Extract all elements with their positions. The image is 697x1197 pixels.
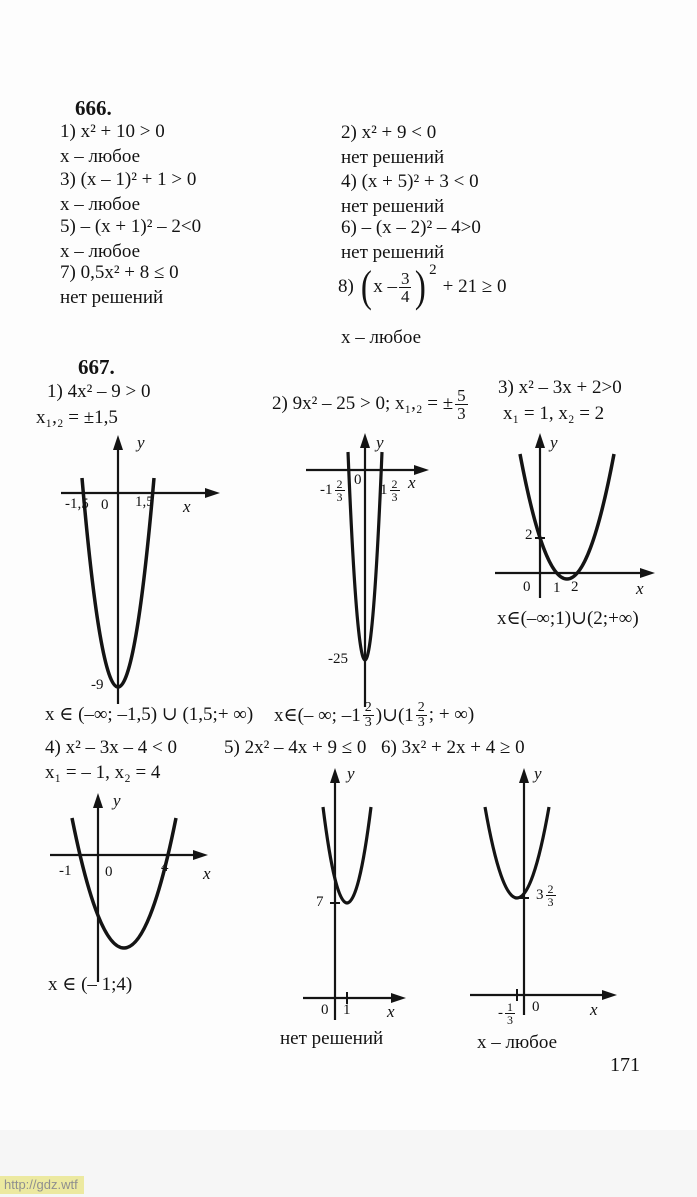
parabola-curve (323, 807, 371, 903)
fraction-3-4: $\frac{3}{4}$ (400, 268, 410, 306)
expr-666-8-power: 2 (429, 261, 437, 278)
vertex-label-neg9: -9 (91, 677, 104, 693)
tick-zero: 0 (105, 864, 113, 880)
tick-neg-1-5: -1,5 (65, 496, 89, 512)
tick-zero: 0 (321, 1002, 329, 1018)
tick-neg-1-3: - $\frac{1}{3}$ (498, 1000, 513, 1027)
roots-667-4: x₁ = – 1, x₂ = 4 (45, 762, 161, 783)
expr-666-6: 6) – (x – 2)² – 4>0 (341, 217, 481, 238)
tick-one: 1 (553, 580, 561, 596)
expr-667-3: 3) x² – 3x + 2>0 (498, 377, 622, 398)
ans-666-4: нет решений (341, 196, 445, 217)
axis-label-x: x (408, 473, 416, 492)
tick-four: 4 (161, 859, 169, 875)
tick-3-2-3: 3 $\frac{2}{3}$ (536, 882, 554, 909)
expr-667-5: 5) 2x² – 4x + 9 ≤ 0 (224, 737, 367, 758)
axis-label-x: x (387, 1002, 395, 1021)
ans-666-6: нет решений (341, 242, 445, 263)
expr-667-2 (272, 380, 470, 428)
tick-zero: 0 (354, 472, 362, 488)
watermark-url-link[interactable]: http://gdz.wtf (0, 1176, 84, 1194)
tick-y-2: 2 (525, 527, 533, 543)
ans-666-7: нет решений (60, 287, 164, 308)
axis-label-y: y (550, 433, 558, 452)
parabola-plot-5 (285, 765, 425, 1030)
axis-label-x: x (636, 579, 644, 598)
expr-666-7: 7) 0,5x² + 8 ≤ 0 (60, 262, 179, 283)
expr-667-6: 6) 3x² + 2x + 4 ≥ 0 (381, 737, 525, 758)
tick-neg-1-2-3: -1 $\frac{2}{3}$ (320, 477, 343, 504)
tick-pos-1-2-3: 1 $\frac{2}{3}$ (380, 477, 398, 504)
expr-667-2-pre: 2) 9x² – 25 > 0; x₁,₂ = ± (272, 393, 454, 414)
ans-667-6: x – любое (477, 1032, 558, 1053)
region-667-4: x ∈ (– 1;4) (48, 974, 133, 995)
graph-667-4 (45, 790, 245, 990)
ans-666-2: нет решений (341, 147, 445, 168)
graph-667-2 (300, 430, 450, 710)
page-number: 171 (610, 1054, 640, 1076)
axis-label-y: y (376, 433, 384, 452)
expr-666-5: 5) – (x + 1)² – 2<0 (60, 216, 202, 237)
roots-667-1: x₁,₂ = ±1,5 (36, 407, 118, 428)
parabola-plot-3 (490, 430, 690, 630)
graph-667-5 (285, 765, 425, 1030)
axis-label-x: x (183, 497, 191, 516)
region-667-1: x ∈ (–∞; –1,5) ∪ (1,5;+ ∞) (45, 704, 254, 725)
ans-666-1: x – любое (60, 146, 141, 167)
axis-label-x: x (590, 1000, 598, 1019)
problem-667-title: 667. (78, 355, 115, 379)
roots-667-3: x₁ = 1, x₂ = 2 (503, 403, 605, 424)
bottom-shade (0, 1130, 697, 1197)
axis-label-y: y (534, 764, 542, 783)
region-667-3: x∈(–∞;1)∪(2;+∞) (497, 608, 639, 629)
ans-667-5: нет решений (280, 1028, 384, 1049)
graph-667-3 (490, 430, 690, 630)
expr-666-3: 3) (x – 1)² + 1 > 0 (60, 169, 197, 190)
expr-666-1: 1) x² + 10 > 0 (60, 121, 165, 142)
vertex-label-neg25: -25 (328, 651, 348, 667)
parabola-curve (520, 454, 614, 579)
axis-label-y: y (137, 433, 145, 452)
graph-667-1 (55, 432, 245, 707)
tick-seven: 7 (316, 894, 324, 910)
big-paren-open: ( (360, 262, 372, 312)
expr-666-2: 2) x² + 9 < 0 (341, 122, 437, 143)
fraction-5-3: $\frac{5}{3}$ (457, 385, 466, 423)
parabola-curve (72, 818, 176, 948)
axis-label-y: y (347, 764, 355, 783)
parabola-plot-4 (45, 790, 245, 990)
tick-zero: 0 (532, 999, 540, 1015)
problem-666-title: 666. (75, 96, 112, 120)
ans-666-8: x – любое (341, 327, 422, 348)
expr-666-8 (338, 258, 507, 316)
ans-666-3: x – любое (60, 194, 141, 215)
tick-pos-1-5: 1,5 (135, 494, 154, 510)
axis-label-y: y (113, 791, 121, 810)
parabola-plot-1 (55, 432, 245, 707)
big-paren-close: ) (415, 262, 427, 312)
expr-666-8-var: x – (373, 276, 397, 297)
tick-one: 1 (343, 1002, 351, 1018)
expr-666-8-label: 8) (338, 276, 354, 297)
expr-666-8-tail: + 21 ≥ 0 (442, 276, 507, 297)
expr-667-1: 1) 4x² – 9 > 0 (47, 381, 151, 402)
tick-zero: 0 (101, 497, 109, 513)
tick-zero: 0 (523, 579, 531, 595)
region-667-2: x∈(– ∞; –1 $\frac{2}{3}$ )∪(1 $\frac{2}{3}$ ; + ∞) (274, 699, 475, 730)
graph-667-6 (460, 765, 640, 1030)
axis-label-x: x (203, 864, 211, 883)
tick-neg-one: -1 (59, 863, 72, 879)
ans-666-5: x – любое (60, 241, 141, 262)
expr-666-4: 4) (x + 5)² + 3 < 0 (341, 171, 479, 192)
tick-two: 2 (571, 579, 579, 595)
expr-667-4: 4) x² – 3x – 4 < 0 (45, 737, 177, 758)
parabola-plot-2 (300, 430, 450, 710)
